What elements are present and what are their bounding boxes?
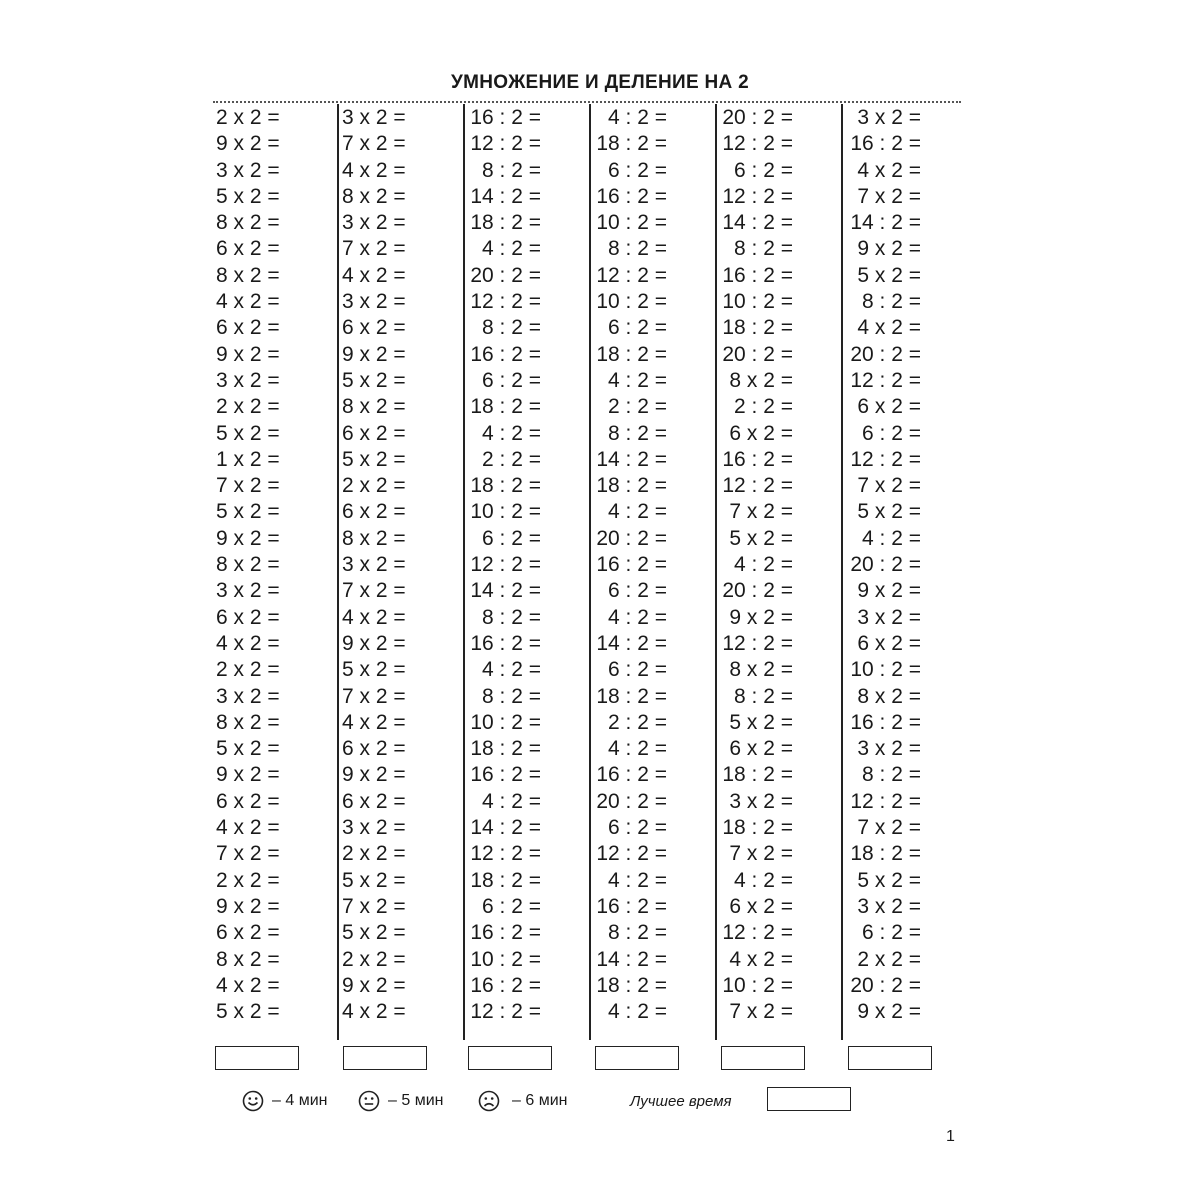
exercise: 2 : 2 = (608, 710, 667, 734)
exercise: 16 : 2 = (470, 342, 541, 366)
exercise: 9 x 2 = (216, 342, 280, 366)
exercise: 8 x 2 = (729, 368, 793, 392)
exercise: 2 x 2 = (342, 947, 406, 971)
legend-happy (242, 1088, 327, 1114)
exercise: 9 x 2 = (216, 526, 280, 550)
exercise: 4 x 2 = (342, 263, 406, 287)
exercise: 4 : 2 = (482, 237, 541, 261)
exercise: 14 : 2 = (470, 184, 541, 208)
exercise: 9 x 2 = (729, 605, 793, 629)
exercise: 6 : 2 = (482, 526, 541, 550)
exercise: 8 x 2 = (216, 553, 280, 577)
exercise: 4 x 2 = (216, 973, 280, 997)
exercise: 7 x 2 = (857, 184, 921, 208)
exercise: 3 x 2 = (857, 894, 921, 918)
exercise: 20 : 2 = (470, 263, 541, 287)
exercise: 3 x 2 = (216, 368, 280, 392)
exercise: 9 x 2 = (216, 763, 280, 787)
exercise: 6 x 2 = (729, 737, 793, 761)
exercise: 8 x 2 = (857, 684, 921, 708)
exercise: 4 : 2 = (862, 526, 921, 550)
exercise: 20 : 2 = (850, 973, 921, 997)
exercise: 6 x 2 = (216, 921, 280, 945)
exercise: 16 : 2 = (596, 553, 667, 577)
exercise: 16 : 2 = (850, 132, 921, 156)
exercise: 5 x 2 = (216, 184, 280, 208)
exercise: 4 : 2 = (734, 868, 793, 892)
sad-face-icon (478, 1090, 500, 1112)
exercise: 10 : 2 = (596, 290, 667, 314)
exercise: 9 x 2 = (857, 237, 921, 261)
exercise: 7 x 2 = (729, 500, 793, 524)
exercise: 6 x 2 = (857, 631, 921, 655)
exercise: 18 : 2 = (596, 342, 667, 366)
exercise: 6 : 2 = (482, 368, 541, 392)
exercise: 12 : 2 = (722, 631, 793, 655)
exercise: 9 x 2 = (857, 1000, 921, 1024)
exercise: 4 x 2 = (342, 710, 406, 734)
exercise: 6 : 2 = (608, 658, 667, 682)
exercise: 10 : 2 = (722, 290, 793, 314)
exercise: 2 : 2 = (608, 395, 667, 419)
exercise: 12 : 2 = (850, 789, 921, 813)
exercise: 2 x 2 = (216, 868, 280, 892)
exercise: 4 : 2 = (608, 106, 667, 129)
exercise: 12 : 2 = (722, 474, 793, 498)
exercise: 3 x 2 = (342, 816, 406, 840)
exercise: 2 x 2 = (216, 395, 280, 419)
exercise: 18 : 2 = (850, 842, 921, 866)
page-number: 1 (946, 1128, 955, 1145)
exercise: 6 : 2 = (862, 921, 921, 945)
exercise: 20 : 2 = (596, 789, 667, 813)
exercise: 6 : 2 = (608, 579, 667, 603)
exercise: 2 : 2 = (482, 447, 541, 471)
exercise: 18 : 2 = (596, 973, 667, 997)
exercise: 3 x 2 = (216, 684, 280, 708)
exercise: 10 : 2 = (596, 211, 667, 235)
exercise: 3 x 2 = (857, 106, 921, 129)
exercise: 18 : 2 = (596, 474, 667, 498)
exercise: 3 x 2 = (216, 158, 280, 182)
exercise: 16 : 2 = (850, 710, 921, 734)
exercise: 12 : 2 = (470, 553, 541, 577)
exercise: 12 : 2 = (596, 842, 667, 866)
exercise: 2 : 2 = (734, 395, 793, 419)
exercise: 3 x 2 = (857, 737, 921, 761)
neutral-face-icon (358, 1090, 380, 1112)
exercise: 4 : 2 = (608, 737, 667, 761)
exercise: 16 : 2 = (596, 894, 667, 918)
exercise: 18 : 2 = (722, 316, 793, 340)
best-time-label: Лучшее время (630, 1093, 732, 1110)
exercise: 6 x 2 = (342, 421, 406, 445)
exercise: 4 x 2 = (216, 290, 280, 314)
exercise: 8 x 2 = (342, 184, 406, 208)
time-box[interactable] (721, 1046, 805, 1070)
exercise: 8 x 2 = (216, 263, 280, 287)
exercise: 4 x 2 = (857, 158, 921, 182)
exercise: 16 : 2 = (596, 184, 667, 208)
exercise: 5 x 2 = (216, 737, 280, 761)
exercise: 20 : 2 = (722, 579, 793, 603)
exercise: 6 : 2 = (734, 158, 793, 182)
exercise: 9 x 2 = (342, 973, 406, 997)
exercise: 18 : 2 = (470, 474, 541, 498)
page-title: УМНОЖЕНИЕ И ДЕЛЕНИЕ НА 2 (450, 72, 750, 93)
exercise: 18 : 2 = (596, 132, 667, 156)
legend-neutral (358, 1088, 443, 1114)
exercise: 4 : 2 = (608, 1000, 667, 1024)
exercise: 16 : 2 = (470, 106, 541, 129)
exercise: 6 x 2 = (216, 316, 280, 340)
exercise: 7 x 2 = (342, 684, 406, 708)
exercise: 12 : 2 = (850, 368, 921, 392)
exercise-column (213, 104, 339, 1040)
exercise: 8 : 2 = (608, 237, 667, 261)
exercise: 9 x 2 = (857, 579, 921, 603)
exercise: 9 x 2 = (216, 894, 280, 918)
exercise: 18 : 2 = (596, 684, 667, 708)
exercise: 4 x 2 = (857, 316, 921, 340)
time-box[interactable] (215, 1046, 299, 1070)
exercise: 12 : 2 = (470, 842, 541, 866)
exercise: 4 x 2 = (342, 605, 406, 629)
exercise: 14 : 2 = (470, 579, 541, 603)
exercise: 10 : 2 = (850, 658, 921, 682)
exercise: 6 : 2 = (608, 316, 667, 340)
legend-sad (478, 1088, 567, 1114)
exercise-column (339, 104, 465, 1040)
exercise: 4 x 2 = (342, 158, 406, 182)
time-box[interactable] (343, 1046, 427, 1070)
happy-face-icon (242, 1090, 264, 1112)
exercise: 6 x 2 = (857, 395, 921, 419)
exercise: 10 : 2 = (470, 947, 541, 971)
exercise: 4 x 2 = (342, 1000, 406, 1024)
exercise: 12 : 2 = (470, 132, 541, 156)
exercise: 14 : 2 = (722, 211, 793, 235)
exercise: 5 x 2 = (216, 1000, 280, 1024)
exercise: 8 x 2 = (216, 211, 280, 235)
exercise-column (717, 104, 843, 1040)
exercise-grid (213, 104, 969, 1040)
exercise: 8 : 2 = (608, 421, 667, 445)
exercise: 14 : 2 = (850, 211, 921, 235)
legend-neutral-text: – 5 мин (388, 1092, 444, 1109)
exercise: 6 : 2 = (482, 894, 541, 918)
exercise: 4 : 2 = (608, 605, 667, 629)
exercise: 3 x 2 = (216, 579, 280, 603)
exercise: 3 x 2 = (857, 605, 921, 629)
exercise: 8 : 2 = (482, 684, 541, 708)
exercise: 9 x 2 = (216, 132, 280, 156)
exercise: 9 x 2 = (342, 342, 406, 366)
exercise: 10 : 2 = (722, 973, 793, 997)
exercise: 4 x 2 = (729, 947, 793, 971)
exercise: 10 : 2 = (470, 500, 541, 524)
exercise: 12 : 2 = (722, 921, 793, 945)
exercise: 14 : 2 = (596, 447, 667, 471)
exercise: 6 x 2 = (342, 500, 406, 524)
exercise: 6 x 2 = (729, 421, 793, 445)
exercise: 7 x 2 = (857, 816, 921, 840)
exercise: 20 : 2 = (722, 342, 793, 366)
exercise: 9 x 2 = (342, 631, 406, 655)
exercise: 7 x 2 = (216, 842, 280, 866)
exercise: 20 : 2 = (850, 553, 921, 577)
exercise: 4 x 2 = (216, 631, 280, 655)
legend-happy-text: – 4 мин (272, 1092, 328, 1109)
exercise: 16 : 2 = (470, 763, 541, 787)
exercise: 12 : 2 = (470, 1000, 541, 1024)
exercise: 18 : 2 = (470, 737, 541, 761)
exercise: 5 x 2 = (857, 868, 921, 892)
exercise: 5 x 2 = (857, 500, 921, 524)
exercise: 6 x 2 = (342, 789, 406, 813)
exercise: 5 x 2 = (729, 526, 793, 550)
exercise: 18 : 2 = (470, 868, 541, 892)
exercise: 12 : 2 = (470, 290, 541, 314)
dotted-divider (213, 101, 961, 103)
exercise: 4 x 2 = (216, 816, 280, 840)
exercise: 3 x 2 = (342, 211, 406, 235)
time-box[interactable] (595, 1046, 679, 1070)
exercise: 5 x 2 = (729, 710, 793, 734)
exercise: 10 : 2 = (470, 710, 541, 734)
exercise: 6 x 2 = (342, 737, 406, 761)
exercise: 8 : 2 = (608, 921, 667, 945)
exercise: 14 : 2 = (596, 947, 667, 971)
exercise: 8 : 2 = (734, 237, 793, 261)
exercise: 12 : 2 = (722, 184, 793, 208)
exercise: 18 : 2 = (470, 395, 541, 419)
exercise: 7 x 2 = (342, 237, 406, 261)
exercise: 6 : 2 = (862, 421, 921, 445)
time-box[interactable] (468, 1046, 552, 1070)
exercise: 2 x 2 = (216, 658, 280, 682)
exercise: 8 x 2 = (729, 658, 793, 682)
exercise: 16 : 2 = (470, 921, 541, 945)
exercise: 2 x 2 = (342, 842, 406, 866)
exercise: 4 : 2 = (608, 500, 667, 524)
exercise: 8 : 2 = (482, 605, 541, 629)
exercise: 3 x 2 = (342, 106, 406, 129)
best-time-box[interactable] (767, 1087, 851, 1111)
exercise: 5 x 2 = (342, 447, 406, 471)
exercise: 8 x 2 = (342, 526, 406, 550)
exercise: 7 x 2 = (342, 132, 406, 156)
exercise: 8 : 2 = (862, 763, 921, 787)
exercise: 18 : 2 = (722, 763, 793, 787)
exercise: 7 x 2 = (729, 842, 793, 866)
exercise: 4 : 2 = (482, 789, 541, 813)
exercise: 4 : 2 = (608, 868, 667, 892)
exercise: 3 x 2 = (342, 290, 406, 314)
exercise: 7 x 2 = (857, 474, 921, 498)
exercise: 16 : 2 = (470, 631, 541, 655)
exercise: 8 : 2 = (862, 290, 921, 314)
exercise: 14 : 2 = (596, 631, 667, 655)
exercise-column (465, 104, 591, 1040)
exercise: 2 x 2 = (342, 474, 406, 498)
exercise: 8 : 2 = (482, 158, 541, 182)
exercise-column (591, 104, 717, 1040)
exercise: 12 : 2 = (722, 132, 793, 156)
exercise: 5 x 2 = (857, 263, 921, 287)
exercise: 20 : 2 = (596, 526, 667, 550)
exercise: 1 x 2 = (216, 447, 280, 471)
exercise: 2 x 2 = (857, 947, 921, 971)
exercise: 7 x 2 = (342, 579, 406, 603)
exercise: 18 : 2 = (722, 816, 793, 840)
exercise: 8 x 2 = (342, 395, 406, 419)
exercise: 3 x 2 = (729, 789, 793, 813)
exercise: 20 : 2 = (722, 106, 793, 129)
exercise: 3 x 2 = (342, 553, 406, 577)
exercise: 4 : 2 = (482, 658, 541, 682)
exercise: 9 x 2 = (342, 763, 406, 787)
exercise: 6 x 2 = (216, 605, 280, 629)
exercise: 16 : 2 = (722, 263, 793, 287)
exercise: 6 : 2 = (608, 816, 667, 840)
exercise: 5 x 2 = (342, 868, 406, 892)
exercise: 7 x 2 = (729, 1000, 793, 1024)
exercise: 6 : 2 = (608, 158, 667, 182)
exercise: 8 : 2 = (734, 684, 793, 708)
exercise: 5 x 2 = (342, 921, 406, 945)
exercise: 4 : 2 = (482, 421, 541, 445)
exercise: 6 x 2 = (216, 789, 280, 813)
exercise: 16 : 2 = (596, 763, 667, 787)
exercise: 8 : 2 = (482, 316, 541, 340)
answer-boxes (213, 1046, 969, 1072)
exercise: 2 x 2 = (216, 106, 280, 129)
exercise: 4 : 2 = (734, 553, 793, 577)
exercise: 6 x 2 = (342, 316, 406, 340)
exercise: 6 x 2 = (216, 237, 280, 261)
exercise: 7 x 2 = (216, 474, 280, 498)
exercise: 7 x 2 = (342, 894, 406, 918)
exercise: 18 : 2 = (470, 211, 541, 235)
exercise: 20 : 2 = (850, 342, 921, 366)
legend-sad-text: – 6 мин (512, 1092, 568, 1109)
time-box[interactable] (848, 1046, 932, 1070)
exercise: 4 : 2 = (608, 368, 667, 392)
exercise: 12 : 2 = (850, 447, 921, 471)
exercise: 6 x 2 = (729, 894, 793, 918)
exercise: 5 x 2 = (342, 368, 406, 392)
exercise: 14 : 2 = (470, 816, 541, 840)
exercise: 5 x 2 = (216, 500, 280, 524)
exercise-column (843, 104, 969, 1040)
exercise: 8 x 2 = (216, 947, 280, 971)
exercise: 5 x 2 = (216, 421, 280, 445)
exercise: 12 : 2 = (596, 263, 667, 287)
exercise: 8 x 2 = (216, 710, 280, 734)
exercise: 16 : 2 = (470, 973, 541, 997)
exercise: 16 : 2 = (722, 447, 793, 471)
exercise: 5 x 2 = (342, 658, 406, 682)
